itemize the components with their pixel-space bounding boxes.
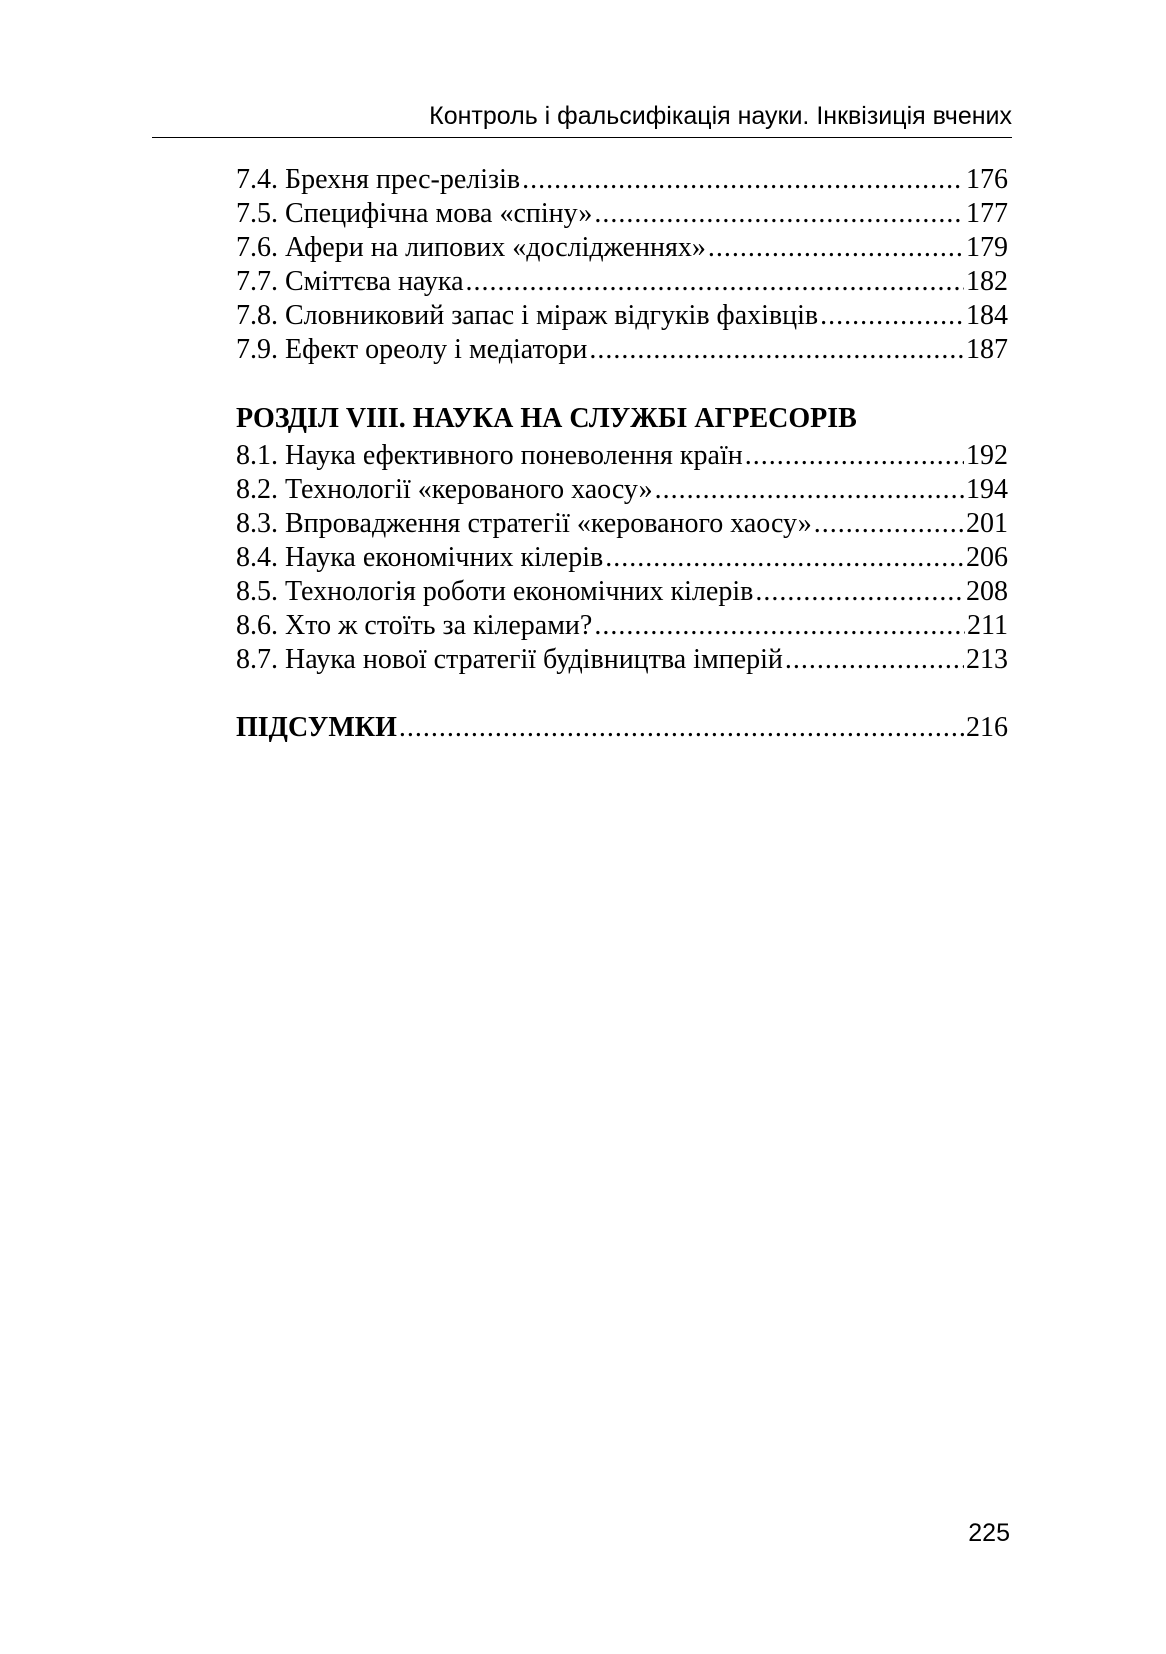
dot-leader	[755, 575, 964, 609]
toc-entry-page: 187	[966, 334, 1008, 365]
toc-entry-page: 177	[966, 198, 1008, 229]
dot-leader	[594, 197, 964, 231]
dot-leader	[605, 541, 964, 575]
toc-entry-label: 7.7. Сміттєва наука	[236, 266, 464, 297]
toc-entry-page: 213	[966, 644, 1008, 675]
toc-entry-label: 8.3. Впровадження стратегії «керованого хаосу»	[236, 508, 812, 539]
dot-leader	[655, 473, 964, 507]
chapter-heading[interactable]: РОЗДІЛ VIII. НАУКА НА СЛУЖБІ АГРЕСОРІВ	[236, 403, 857, 434]
toc-entry-label: 8.2. Технології «керованого хаосу»	[236, 474, 653, 505]
dot-leader	[522, 163, 964, 197]
dot-leader	[399, 711, 964, 745]
header-rule	[152, 137, 1012, 138]
toc-entry-8-5[interactable]	[236, 575, 1008, 609]
toc-entry-page: 208	[966, 576, 1008, 607]
dot-leader	[745, 439, 964, 473]
toc-entry-label: 7.9. Ефект ореолу і медіатори	[236, 334, 588, 365]
toc-entry-page: 211	[967, 610, 1008, 641]
toc-entry-8-4[interactable]	[236, 541, 1008, 575]
dot-leader	[589, 333, 964, 367]
toc-entry-page: 201	[966, 508, 1008, 539]
toc-entry-7-8[interactable]	[236, 299, 1008, 333]
dot-leader	[594, 609, 965, 643]
toc-entry-8-1[interactable]	[236, 439, 1008, 473]
toc-entry-8-3[interactable]	[236, 507, 1008, 541]
toc-entry-label: 7.8. Словниковий запас і міраж відгуків фахівців	[236, 300, 819, 331]
toc-entry-page: 206	[966, 542, 1008, 573]
toc-entry-7-7[interactable]	[236, 265, 1008, 299]
dot-leader	[820, 299, 964, 333]
toc-entry-page: 176	[966, 164, 1008, 195]
dot-leader	[466, 265, 964, 299]
toc-entry-label: 7.5. Специфічна мова «спіну»	[236, 198, 593, 229]
toc-entry-label: 8.1. Наука ефективного поневолення країн	[236, 440, 743, 471]
toc-entry-page: 179	[966, 232, 1008, 263]
toc-entry-8-7[interactable]	[236, 643, 1008, 677]
toc-entry-page: 184	[966, 300, 1008, 331]
toc-entry-7-5[interactable]	[236, 197, 1008, 231]
toc-entry-label: 8.5. Технологія роботи економічних кілерів	[236, 576, 754, 607]
toc-entry-7-6[interactable]	[236, 231, 1008, 265]
toc-entry-label: ПІДСУМКИ	[236, 712, 397, 743]
toc-entry-label: 8.6. Хто ж стоїть за кілерами?	[236, 610, 593, 641]
toc-entry-label: 8.7. Наука нової стратегії будівництва імперій	[236, 644, 783, 675]
table-of-contents	[236, 163, 1008, 745]
toc-entry-7-4[interactable]	[236, 163, 1008, 197]
toc-entry-page: 216	[966, 712, 1008, 743]
running-header: Контроль і фальсифікація науки. Інквізиція вчених	[429, 102, 1012, 130]
toc-entry-page: 192	[966, 440, 1008, 471]
dot-leader	[814, 507, 964, 541]
toc-entry-8-2[interactable]	[236, 473, 1008, 507]
toc-entry-8-6[interactable]	[236, 609, 1008, 643]
page-number: 225	[968, 1519, 1010, 1547]
toc-entry-7-9[interactable]	[236, 333, 1008, 367]
toc-entry-label: 8.4. Наука економічних кілерів	[236, 542, 604, 573]
toc-entry-label: 7.6. Афери на липових «дослідженнях»	[236, 232, 706, 263]
toc-entry-summary[interactable]	[236, 711, 1008, 745]
dot-leader	[708, 231, 964, 265]
toc-entry-page: 182	[966, 266, 1008, 297]
dot-leader	[785, 643, 964, 677]
toc-entry-label: 7.4. Брехня прес-релізів	[236, 164, 521, 195]
toc-entry-page: 194	[966, 474, 1008, 505]
